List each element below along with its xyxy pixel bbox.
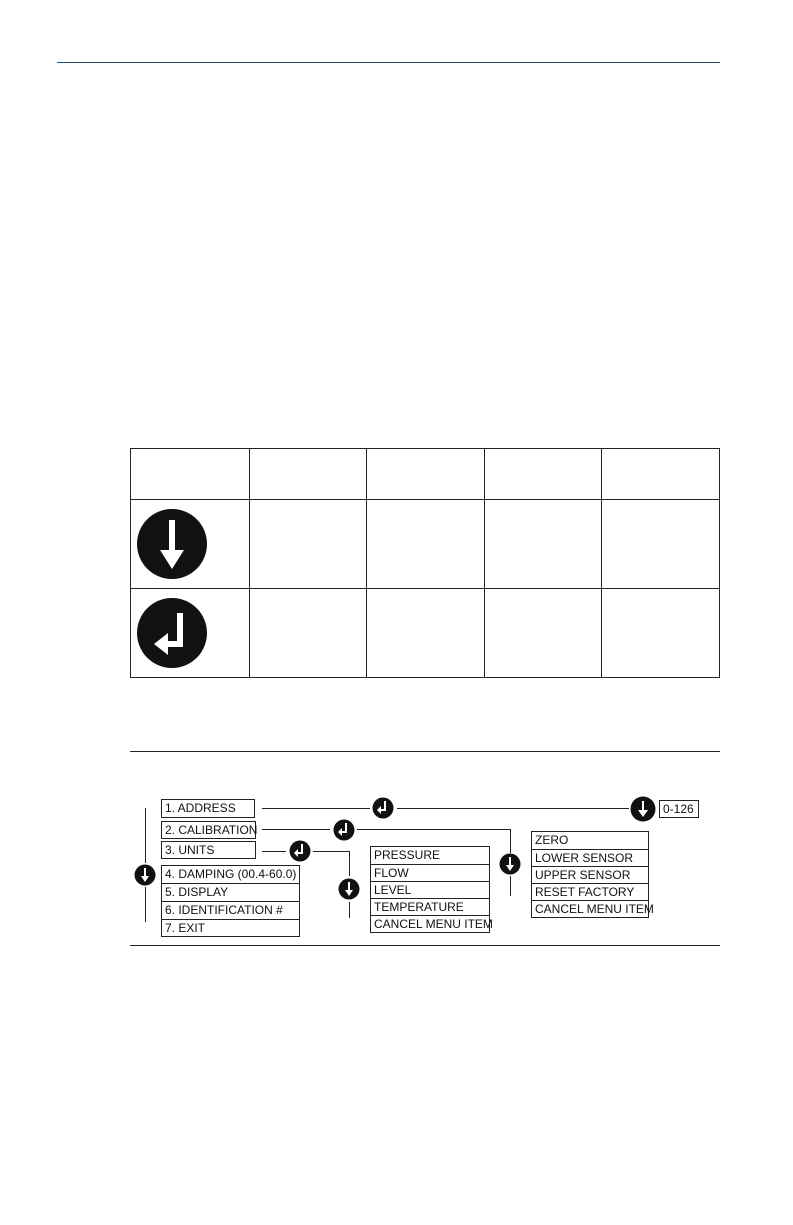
figure-top-rule xyxy=(130,751,720,752)
calibration-item-upper-sensor: UPPER SENSOR xyxy=(531,866,649,884)
scroll-down-arrow-icon xyxy=(338,877,360,901)
table-cell xyxy=(602,589,720,678)
table-cell xyxy=(602,500,720,589)
connector-line xyxy=(397,808,629,809)
calibration-item-zero: ZERO xyxy=(531,831,649,850)
table-cell xyxy=(249,500,367,589)
table-row xyxy=(131,500,720,589)
table-cell xyxy=(367,589,485,678)
table-header-cell xyxy=(602,449,720,500)
table-cell-icon xyxy=(131,589,250,678)
units-item-temperature: TEMPERATURE xyxy=(370,898,490,916)
enter-return-arrow-icon xyxy=(289,840,311,862)
enter-return-arrow-icon xyxy=(333,819,355,841)
units-item-level: LEVEL xyxy=(370,881,490,899)
connector-line xyxy=(349,902,350,918)
table-row xyxy=(131,589,720,678)
connector-line xyxy=(510,876,511,896)
connector-line xyxy=(510,829,511,853)
table-header-cell xyxy=(249,449,367,500)
table-header-cell xyxy=(131,449,250,500)
connector-line xyxy=(145,808,146,863)
connector-line xyxy=(349,851,350,876)
calibration-item-cancel: CANCEL MENU ITEM xyxy=(531,900,649,918)
connector-line xyxy=(262,808,370,809)
table-header-row xyxy=(131,449,720,500)
calibration-item-reset-factory: RESET FACTORY xyxy=(531,883,649,901)
connector-line xyxy=(262,851,286,852)
menu-item-damping: 4. DAMPING (00.4-60.0) xyxy=(161,865,300,884)
figure-bottom-rule xyxy=(130,945,720,946)
table-cell xyxy=(484,589,602,678)
table-cell xyxy=(484,500,602,589)
units-item-flow: FLOW xyxy=(370,864,490,882)
scroll-down-arrow-icon xyxy=(136,508,208,580)
scroll-down-arrow-icon xyxy=(630,796,656,822)
menu-item-address: 1. ADDRESS xyxy=(161,799,255,818)
menu-item-exit: 7. EXIT xyxy=(161,919,300,937)
units-item-pressure: PRESSURE xyxy=(370,846,490,865)
connector-line xyxy=(145,887,146,922)
menu-item-calibration: 2. CALIBRATION xyxy=(161,821,256,839)
calibration-item-lower-sensor: LOWER SENSOR xyxy=(531,849,649,867)
header-rule xyxy=(57,62,720,63)
table-header-cell xyxy=(367,449,485,500)
menu-item-units: 3. UNITS xyxy=(161,841,256,859)
table-cell xyxy=(367,500,485,589)
enter-return-arrow-icon xyxy=(136,597,208,669)
table-header-cell xyxy=(484,449,602,500)
connector-line xyxy=(262,829,330,830)
connector-line xyxy=(313,851,349,852)
menu-item-identification: 6. IDENTIFICATION # xyxy=(161,901,300,920)
address-range-value: 0-126 xyxy=(659,800,699,818)
units-item-cancel: CANCEL MENU ITEM xyxy=(370,915,490,933)
button-table xyxy=(130,448,720,678)
enter-return-arrow-icon xyxy=(372,797,394,819)
scroll-down-arrow-icon xyxy=(134,864,156,886)
connector-line xyxy=(357,829,510,830)
table-cell-icon xyxy=(131,500,250,589)
scroll-down-arrow-icon xyxy=(499,852,521,876)
table-cell xyxy=(249,589,367,678)
menu-item-display: 5. DISPLAY xyxy=(161,883,300,902)
